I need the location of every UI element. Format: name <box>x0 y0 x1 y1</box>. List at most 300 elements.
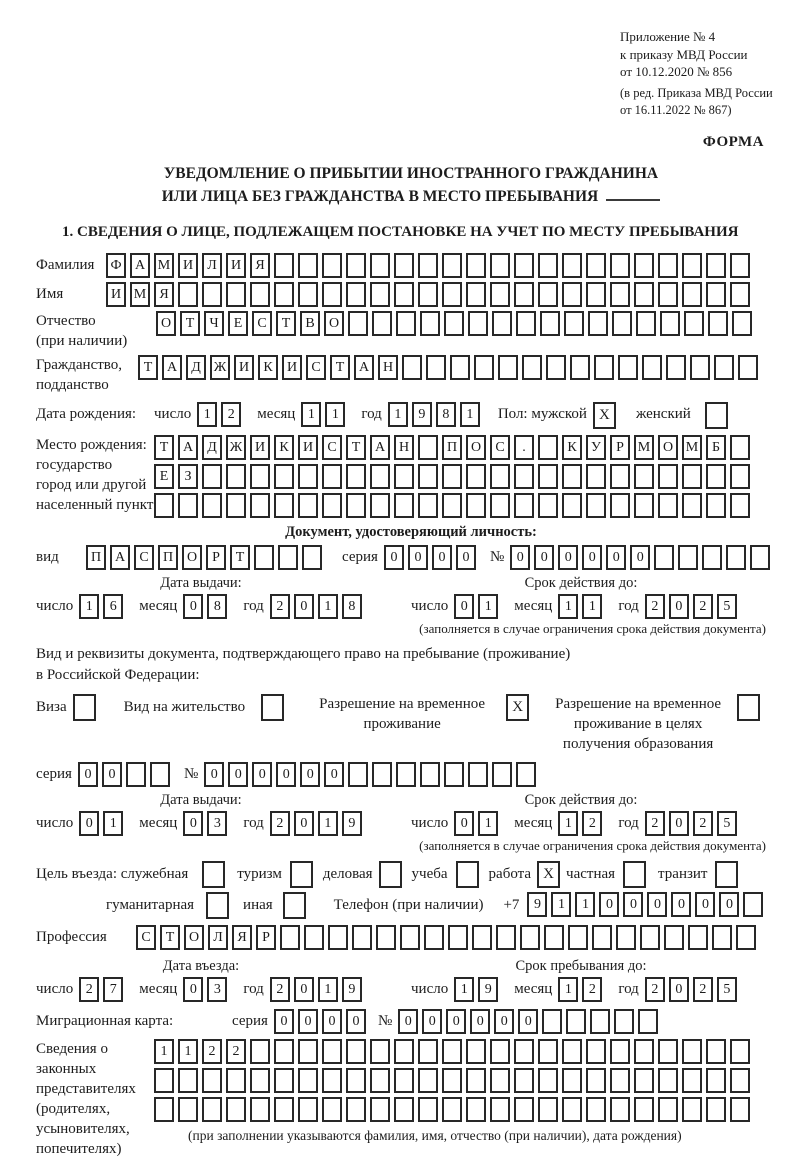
form-cell[interactable]: . <box>514 435 534 460</box>
form-cell[interactable]: 0 <box>183 594 203 619</box>
form-cell[interactable] <box>322 1068 342 1093</box>
form-cell[interactable] <box>706 464 726 489</box>
form-cell[interactable] <box>514 493 534 518</box>
form-cell[interactable]: 0 <box>183 811 203 836</box>
form-cell[interactable] <box>496 925 516 950</box>
form-cell[interactable] <box>682 1068 702 1093</box>
female-checkbox[interactable] <box>705 402 728 429</box>
form-cell[interactable]: 0 <box>408 545 428 570</box>
form-cell[interactable]: С <box>322 435 342 460</box>
form-cell[interactable] <box>490 1039 510 1064</box>
form-cell[interactable] <box>636 311 656 336</box>
form-cell[interactable] <box>302 545 322 570</box>
form-cell[interactable] <box>634 493 654 518</box>
form-cell[interactable] <box>743 892 763 917</box>
form-cell[interactable] <box>348 762 368 787</box>
form-cell[interactable] <box>538 464 558 489</box>
form-cell[interactable] <box>682 464 702 489</box>
form-cell[interactable] <box>514 1068 534 1093</box>
form-cell[interactable]: С <box>490 435 510 460</box>
form-cell[interactable]: 0 <box>534 545 554 570</box>
form-cell[interactable] <box>426 355 446 380</box>
form-cell[interactable]: 0 <box>518 1009 538 1034</box>
form-cell[interactable]: 0 <box>204 762 224 787</box>
form-cell[interactable] <box>154 493 174 518</box>
form-cell[interactable]: Е <box>228 311 248 336</box>
form-cell[interactable] <box>442 282 462 307</box>
form-cell[interactable] <box>472 925 492 950</box>
form-cell[interactable]: О <box>184 925 204 950</box>
business-checkbox[interactable] <box>379 861 402 888</box>
form-cell[interactable] <box>750 545 770 570</box>
form-cell[interactable]: Ф <box>106 253 126 278</box>
form-cell[interactable]: 1 <box>197 402 217 427</box>
form-cell[interactable] <box>682 493 702 518</box>
form-cell[interactable] <box>304 925 324 950</box>
form-cell[interactable] <box>514 282 534 307</box>
form-cell[interactable]: 1 <box>388 402 408 427</box>
form-cell[interactable]: В <box>300 311 320 336</box>
form-cell[interactable] <box>202 1097 222 1122</box>
form-cell[interactable]: Ж <box>210 355 230 380</box>
form-cell[interactable] <box>442 493 462 518</box>
form-cell[interactable] <box>466 1068 486 1093</box>
form-cell[interactable] <box>730 1068 750 1093</box>
form-cell[interactable]: А <box>130 253 150 278</box>
form-cell[interactable]: 1 <box>575 892 595 917</box>
form-cell[interactable]: 2 <box>270 811 290 836</box>
form-cell[interactable]: 0 <box>294 977 314 1002</box>
form-cell[interactable] <box>402 355 422 380</box>
form-cell[interactable]: 0 <box>510 545 530 570</box>
form-cell[interactable]: М <box>634 435 654 460</box>
form-cell[interactable] <box>658 493 678 518</box>
form-cell[interactable] <box>664 925 684 950</box>
form-cell[interactable]: 1 <box>558 594 578 619</box>
form-cell[interactable] <box>274 1097 294 1122</box>
form-cell[interactable]: 8 <box>342 594 362 619</box>
form-cell[interactable]: М <box>130 282 150 307</box>
form-cell[interactable] <box>126 762 146 787</box>
form-cell[interactable]: 2 <box>270 977 290 1002</box>
form-cell[interactable] <box>250 493 270 518</box>
form-cell[interactable]: П <box>86 545 106 570</box>
form-cell[interactable] <box>226 1068 246 1093</box>
form-cell[interactable] <box>328 925 348 950</box>
form-cell[interactable] <box>618 355 638 380</box>
form-cell[interactable]: 2 <box>270 594 290 619</box>
form-cell[interactable]: 0 <box>79 811 99 836</box>
form-cell[interactable]: 1 <box>558 811 578 836</box>
form-cell[interactable] <box>154 1068 174 1093</box>
temp-residence-checkbox[interactable]: X <box>506 694 529 721</box>
form-cell[interactable] <box>642 355 662 380</box>
form-cell[interactable]: Л <box>208 925 228 950</box>
form-cell[interactable] <box>654 545 674 570</box>
form-cell[interactable]: Р <box>206 545 226 570</box>
form-cell[interactable]: И <box>106 282 126 307</box>
other-purpose-checkbox[interactable] <box>283 892 306 919</box>
form-cell[interactable]: 0 <box>294 811 314 836</box>
form-cell[interactable]: 2 <box>202 1039 222 1064</box>
form-cell[interactable]: Т <box>276 311 296 336</box>
form-cell[interactable] <box>418 253 438 278</box>
form-cell[interactable] <box>566 1009 586 1034</box>
form-cell[interactable] <box>346 282 366 307</box>
form-cell[interactable]: А <box>370 435 390 460</box>
form-cell[interactable]: 0 <box>669 977 689 1002</box>
form-cell[interactable]: У <box>586 435 606 460</box>
form-cell[interactable]: 2 <box>582 977 602 1002</box>
form-cell[interactable] <box>490 253 510 278</box>
form-cell[interactable] <box>538 1039 558 1064</box>
form-cell[interactable] <box>418 282 438 307</box>
form-cell[interactable] <box>586 1039 606 1064</box>
form-cell[interactable] <box>492 762 512 787</box>
form-cell[interactable] <box>346 493 366 518</box>
form-cell[interactable]: С <box>252 311 272 336</box>
form-cell[interactable] <box>322 464 342 489</box>
form-cell[interactable]: Ч <box>204 311 224 336</box>
form-cell[interactable] <box>376 925 396 950</box>
form-cell[interactable] <box>658 1097 678 1122</box>
form-cell[interactable]: К <box>274 435 294 460</box>
form-cell[interactable] <box>274 464 294 489</box>
form-cell[interactable] <box>250 282 270 307</box>
form-cell[interactable]: А <box>178 435 198 460</box>
form-cell[interactable] <box>732 311 752 336</box>
form-cell[interactable] <box>730 464 750 489</box>
form-cell[interactable] <box>590 1009 610 1034</box>
form-cell[interactable]: 0 <box>183 977 203 1002</box>
form-cell[interactable] <box>274 1068 294 1093</box>
form-cell[interactable]: 0 <box>384 545 404 570</box>
form-cell[interactable] <box>346 464 366 489</box>
form-cell[interactable] <box>346 1039 366 1064</box>
form-cell[interactable]: 9 <box>527 892 547 917</box>
form-cell[interactable] <box>682 1097 702 1122</box>
work-checkbox[interactable]: X <box>537 861 560 888</box>
form-cell[interactable] <box>154 1097 174 1122</box>
form-cell[interactable] <box>226 464 246 489</box>
form-cell[interactable]: 3 <box>207 811 227 836</box>
form-cell[interactable]: Р <box>256 925 276 950</box>
form-cell[interactable] <box>538 435 558 460</box>
form-cell[interactable]: 5 <box>717 594 737 619</box>
form-cell[interactable] <box>226 493 246 518</box>
form-cell[interactable]: 1 <box>318 811 338 836</box>
form-cell[interactable]: Т <box>346 435 366 460</box>
form-cell[interactable]: 2 <box>645 811 665 836</box>
form-cell[interactable]: 0 <box>102 762 122 787</box>
form-cell[interactable] <box>370 1039 390 1064</box>
form-cell[interactable]: 0 <box>630 545 650 570</box>
form-cell[interactable]: 8 <box>436 402 456 427</box>
form-cell[interactable]: 0 <box>422 1009 442 1034</box>
form-cell[interactable] <box>712 925 732 950</box>
form-cell[interactable]: Т <box>160 925 180 950</box>
form-cell[interactable] <box>322 282 342 307</box>
form-cell[interactable] <box>516 762 536 787</box>
form-cell[interactable]: 0 <box>294 594 314 619</box>
form-cell[interactable]: Я <box>250 253 270 278</box>
form-cell[interactable]: И <box>234 355 254 380</box>
form-cell[interactable] <box>420 311 440 336</box>
form-cell[interactable]: 0 <box>647 892 667 917</box>
form-cell[interactable] <box>588 311 608 336</box>
form-cell[interactable]: Д <box>202 435 222 460</box>
official-checkbox[interactable] <box>202 861 225 888</box>
form-cell[interactable]: 0 <box>228 762 248 787</box>
form-cell[interactable] <box>634 1068 654 1093</box>
form-cell[interactable] <box>346 1097 366 1122</box>
form-cell[interactable] <box>322 1039 342 1064</box>
form-cell[interactable] <box>250 464 270 489</box>
form-cell[interactable] <box>634 282 654 307</box>
form-cell[interactable] <box>634 253 654 278</box>
form-cell[interactable] <box>688 925 708 950</box>
form-cell[interactable] <box>442 1039 462 1064</box>
form-cell[interactable]: 1 <box>318 977 338 1002</box>
study-checkbox[interactable] <box>456 861 479 888</box>
form-cell[interactable] <box>638 1009 658 1034</box>
form-cell[interactable] <box>274 282 294 307</box>
form-cell[interactable]: 1 <box>318 594 338 619</box>
form-cell[interactable] <box>468 762 488 787</box>
form-cell[interactable] <box>492 311 512 336</box>
form-cell[interactable]: 0 <box>324 762 344 787</box>
form-cell[interactable] <box>564 311 584 336</box>
form-cell[interactable] <box>658 282 678 307</box>
form-cell[interactable] <box>660 311 680 336</box>
form-cell[interactable] <box>634 1039 654 1064</box>
form-cell[interactable]: 0 <box>719 892 739 917</box>
form-cell[interactable]: 0 <box>599 892 619 917</box>
form-cell[interactable]: 1 <box>558 977 578 1002</box>
form-cell[interactable] <box>738 355 758 380</box>
form-cell[interactable]: З <box>178 464 198 489</box>
form-cell[interactable] <box>714 355 734 380</box>
form-cell[interactable]: 0 <box>623 892 643 917</box>
form-cell[interactable]: 2 <box>79 977 99 1002</box>
form-cell[interactable] <box>490 282 510 307</box>
form-cell[interactable]: 1 <box>454 977 474 1002</box>
temp-residence-edu-checkbox[interactable] <box>737 694 760 721</box>
form-cell[interactable] <box>298 1068 318 1093</box>
form-cell[interactable] <box>178 1068 198 1093</box>
form-cell[interactable] <box>586 464 606 489</box>
form-cell[interactable]: 0 <box>276 762 296 787</box>
form-cell[interactable] <box>178 1097 198 1122</box>
form-cell[interactable]: 0 <box>274 1009 294 1034</box>
form-cell[interactable] <box>490 1068 510 1093</box>
form-cell[interactable]: Я <box>154 282 174 307</box>
form-cell[interactable] <box>586 493 606 518</box>
form-cell[interactable]: О <box>466 435 486 460</box>
form-cell[interactable]: 1 <box>582 594 602 619</box>
form-cell[interactable]: К <box>562 435 582 460</box>
form-cell[interactable]: 1 <box>103 811 123 836</box>
form-cell[interactable] <box>562 1039 582 1064</box>
form-cell[interactable]: 0 <box>298 1009 318 1034</box>
form-cell[interactable] <box>322 493 342 518</box>
form-cell[interactable]: 3 <box>207 977 227 1002</box>
form-cell[interactable]: Н <box>394 435 414 460</box>
form-cell[interactable] <box>250 1097 270 1122</box>
form-cell[interactable] <box>394 253 414 278</box>
form-cell[interactable] <box>298 253 318 278</box>
form-cell[interactable] <box>634 464 654 489</box>
form-cell[interactable] <box>682 1039 702 1064</box>
form-cell[interactable] <box>520 925 540 950</box>
form-cell[interactable] <box>568 925 588 950</box>
form-cell[interactable] <box>418 493 438 518</box>
form-cell[interactable] <box>372 762 392 787</box>
form-cell[interactable] <box>678 545 698 570</box>
form-cell[interactable] <box>466 1097 486 1122</box>
form-cell[interactable] <box>616 925 636 950</box>
form-cell[interactable]: О <box>182 545 202 570</box>
form-cell[interactable] <box>538 282 558 307</box>
form-cell[interactable] <box>658 253 678 278</box>
form-cell[interactable]: 2 <box>693 811 713 836</box>
form-cell[interactable] <box>658 1039 678 1064</box>
form-cell[interactable] <box>466 282 486 307</box>
form-cell[interactable]: 0 <box>456 545 476 570</box>
form-cell[interactable] <box>150 762 170 787</box>
form-cell[interactable] <box>418 1039 438 1064</box>
form-cell[interactable] <box>514 1097 534 1122</box>
form-cell[interactable] <box>394 464 414 489</box>
form-cell[interactable] <box>418 464 438 489</box>
form-cell[interactable]: Т <box>154 435 174 460</box>
form-cell[interactable]: И <box>298 435 318 460</box>
form-cell[interactable] <box>682 282 702 307</box>
form-cell[interactable]: А <box>110 545 130 570</box>
form-cell[interactable] <box>658 1068 678 1093</box>
form-cell[interactable]: Я <box>232 925 252 950</box>
form-cell[interactable]: Т <box>180 311 200 336</box>
form-cell[interactable] <box>514 464 534 489</box>
form-cell[interactable]: 0 <box>252 762 272 787</box>
form-cell[interactable] <box>538 493 558 518</box>
form-cell[interactable] <box>562 464 582 489</box>
form-cell[interactable] <box>348 311 368 336</box>
form-cell[interactable] <box>538 1068 558 1093</box>
form-cell[interactable] <box>514 253 534 278</box>
form-cell[interactable] <box>666 355 686 380</box>
form-cell[interactable] <box>278 545 298 570</box>
form-cell[interactable] <box>466 253 486 278</box>
form-cell[interactable]: 1 <box>325 402 345 427</box>
form-cell[interactable]: Д <box>186 355 206 380</box>
form-cell[interactable] <box>586 1097 606 1122</box>
form-cell[interactable] <box>498 355 518 380</box>
form-cell[interactable] <box>544 925 564 950</box>
form-cell[interactable]: 1 <box>154 1039 174 1064</box>
form-cell[interactable]: А <box>162 355 182 380</box>
form-cell[interactable]: М <box>154 253 174 278</box>
form-cell[interactable] <box>490 464 510 489</box>
form-cell[interactable] <box>178 493 198 518</box>
form-cell[interactable] <box>202 282 222 307</box>
form-cell[interactable]: С <box>136 925 156 950</box>
form-cell[interactable]: 9 <box>478 977 498 1002</box>
form-cell[interactable] <box>468 311 488 336</box>
form-cell[interactable] <box>706 1097 726 1122</box>
form-cell[interactable] <box>610 282 630 307</box>
form-cell[interactable] <box>298 464 318 489</box>
form-cell[interactable]: Б <box>706 435 726 460</box>
form-cell[interactable] <box>736 925 756 950</box>
form-cell[interactable] <box>442 253 462 278</box>
form-cell[interactable]: 0 <box>78 762 98 787</box>
form-cell[interactable] <box>250 1068 270 1093</box>
form-cell[interactable]: 0 <box>454 594 474 619</box>
form-cell[interactable]: 0 <box>432 545 452 570</box>
form-cell[interactable] <box>352 925 372 950</box>
form-cell[interactable] <box>298 1097 318 1122</box>
form-cell[interactable] <box>634 1097 654 1122</box>
form-cell[interactable] <box>394 493 414 518</box>
visa-checkbox[interactable] <box>73 694 96 721</box>
form-cell[interactable] <box>298 282 318 307</box>
form-cell[interactable]: О <box>658 435 678 460</box>
form-cell[interactable]: О <box>156 311 176 336</box>
form-cell[interactable] <box>444 311 464 336</box>
male-checkbox[interactable]: X <box>593 402 616 429</box>
form-cell[interactable] <box>418 435 438 460</box>
form-cell[interactable] <box>538 253 558 278</box>
form-cell[interactable] <box>538 1097 558 1122</box>
transit-checkbox[interactable] <box>715 861 738 888</box>
form-cell[interactable]: Е <box>154 464 174 489</box>
form-cell[interactable] <box>706 253 726 278</box>
form-cell[interactable]: П <box>442 435 462 460</box>
form-cell[interactable] <box>346 1068 366 1093</box>
form-cell[interactable] <box>682 253 702 278</box>
form-cell[interactable] <box>442 464 462 489</box>
form-cell[interactable]: О <box>324 311 344 336</box>
form-cell[interactable] <box>370 253 390 278</box>
form-cell[interactable] <box>466 1039 486 1064</box>
form-cell[interactable] <box>730 282 750 307</box>
form-cell[interactable]: 1 <box>478 594 498 619</box>
form-cell[interactable] <box>684 311 704 336</box>
form-cell[interactable] <box>322 1097 342 1122</box>
form-cell[interactable] <box>562 1068 582 1093</box>
form-cell[interactable]: 1 <box>551 892 571 917</box>
form-cell[interactable]: 2 <box>645 977 665 1002</box>
form-cell[interactable]: 0 <box>398 1009 418 1034</box>
tourism-checkbox[interactable] <box>290 861 313 888</box>
form-cell[interactable] <box>730 435 750 460</box>
form-cell[interactable] <box>586 253 606 278</box>
form-cell[interactable] <box>346 253 366 278</box>
form-cell[interactable]: И <box>250 435 270 460</box>
form-cell[interactable] <box>420 762 440 787</box>
form-cell[interactable]: Т <box>330 355 350 380</box>
form-cell[interactable] <box>250 1039 270 1064</box>
form-cell[interactable]: 2 <box>645 594 665 619</box>
form-cell[interactable]: 0 <box>558 545 578 570</box>
form-cell[interactable] <box>394 1068 414 1093</box>
form-cell[interactable] <box>612 311 632 336</box>
form-cell[interactable] <box>706 493 726 518</box>
form-cell[interactable] <box>370 1068 390 1093</box>
form-cell[interactable] <box>418 1068 438 1093</box>
form-cell[interactable] <box>448 925 468 950</box>
